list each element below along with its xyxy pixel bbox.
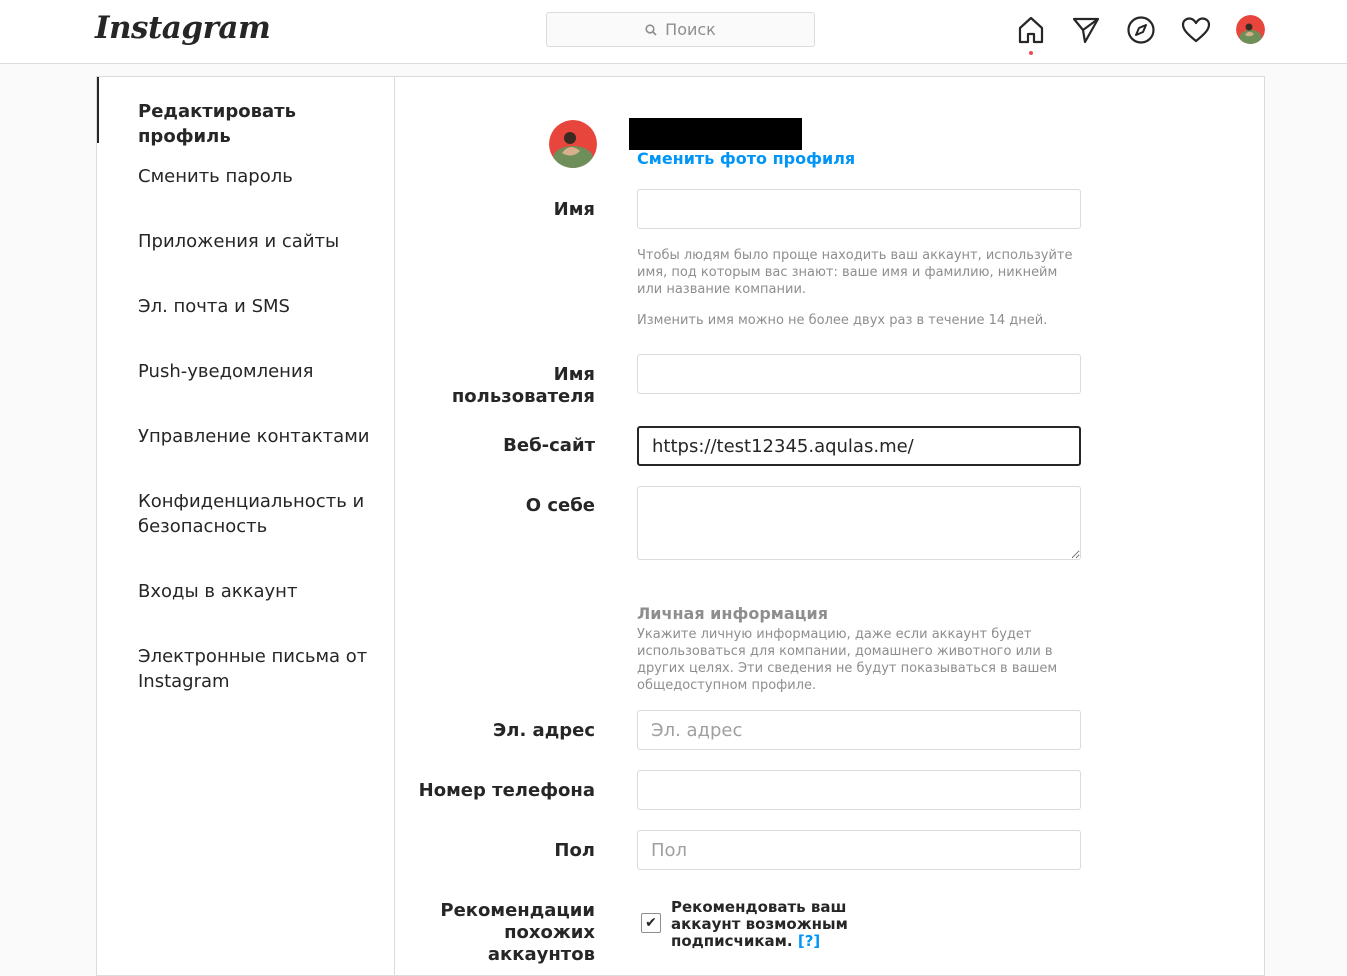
- sidebar-item-manage-contacts[interactable]: Управление контактами: [138, 426, 370, 447]
- checkmark-icon: ✔: [645, 915, 657, 931]
- gender-label: Пол: [554, 840, 595, 861]
- change-profile-photo-link[interactable]: Сменить фото профиля: [637, 149, 856, 168]
- profile-avatar[interactable]: [549, 120, 597, 168]
- search-icon: [645, 24, 657, 36]
- explore-compass-icon[interactable]: [1125, 14, 1157, 46]
- sidebar-item-edit-profile[interactable]: Редактировать профиль: [97, 77, 394, 143]
- username-input[interactable]: [637, 354, 1081, 394]
- sidebar-item-emails-from-instagram[interactable]: Электронные письма от Instagram: [138, 646, 368, 692]
- profile-avatar-nav[interactable]: [1236, 15, 1265, 44]
- bio-label: О себе: [525, 495, 595, 516]
- recommend-help-link[interactable]: [?]: [797, 932, 821, 950]
- name-hint: Чтобы людям было проще находить ваш аккаунт, используйте имя, под которым вас знают: ваше имя и фамилию, никнейм или название компании.: [637, 248, 1073, 297]
- search-box[interactable]: [546, 12, 815, 47]
- name-label: Имя: [553, 199, 595, 220]
- recommendations-label: Рекомендации похожих аккаунтов: [440, 900, 595, 965]
- direct-message-icon[interactable]: [1070, 14, 1102, 46]
- personal-info-hint: Укажите личную информацию, даже если аккаунт будет использоваться для компании, домашнего животного или в других целях. Эти сведения не будут показываться в вашем общедоступном профиле.: [637, 627, 1058, 693]
- top-navigation: [0, 0, 1347, 64]
- sidebar-item-privacy-security[interactable]: Конфиденциальность и безопасность: [138, 491, 365, 537]
- instagram-logo[interactable]: Instagram: [95, 10, 271, 46]
- phone-input[interactable]: [637, 770, 1081, 810]
- recommend-checkbox[interactable]: [641, 913, 661, 933]
- sidebar-item-login-activity[interactable]: Входы в аккаунт: [138, 581, 298, 602]
- gender-input[interactable]: [637, 830, 1081, 870]
- phone-label: Номер телефона: [418, 780, 595, 801]
- sidebar-item-email-sms[interactable]: Эл. почта и SMS: [138, 296, 290, 317]
- bio-textarea[interactable]: [637, 486, 1081, 560]
- recommend-text: Рекомендовать ваш аккаунт возможным подписчикам.: [671, 898, 848, 950]
- sidebar-item-push-notifications[interactable]: Push-уведомления: [138, 361, 314, 382]
- sidebar-item-change-password[interactable]: Сменить пароль: [138, 166, 293, 187]
- name-change-limit-hint: Изменить имя можно не более двух раз в течение 14 дней.: [637, 313, 1048, 328]
- home-icon[interactable]: [1015, 14, 1047, 46]
- settings-card: [96, 76, 1265, 976]
- settings-sidebar: [97, 77, 395, 975]
- email-input[interactable]: [637, 710, 1081, 750]
- name-input[interactable]: [637, 189, 1081, 229]
- sidebar-item-apps-websites[interactable]: Приложения и сайты: [138, 231, 340, 252]
- search-placeholder: Поиск: [665, 20, 716, 39]
- website-input[interactable]: [637, 426, 1081, 466]
- redacted-username: [629, 118, 802, 150]
- email-label: Эл. адрес: [493, 720, 595, 741]
- recommend-description: [671, 899, 871, 950]
- heart-activity-icon[interactable]: [1180, 14, 1212, 46]
- personal-info-title: Личная информация: [637, 604, 828, 623]
- website-label: Веб-сайт: [503, 435, 595, 456]
- notification-dot: [1029, 51, 1033, 55]
- username-label: Имя пользователя: [451, 364, 595, 407]
